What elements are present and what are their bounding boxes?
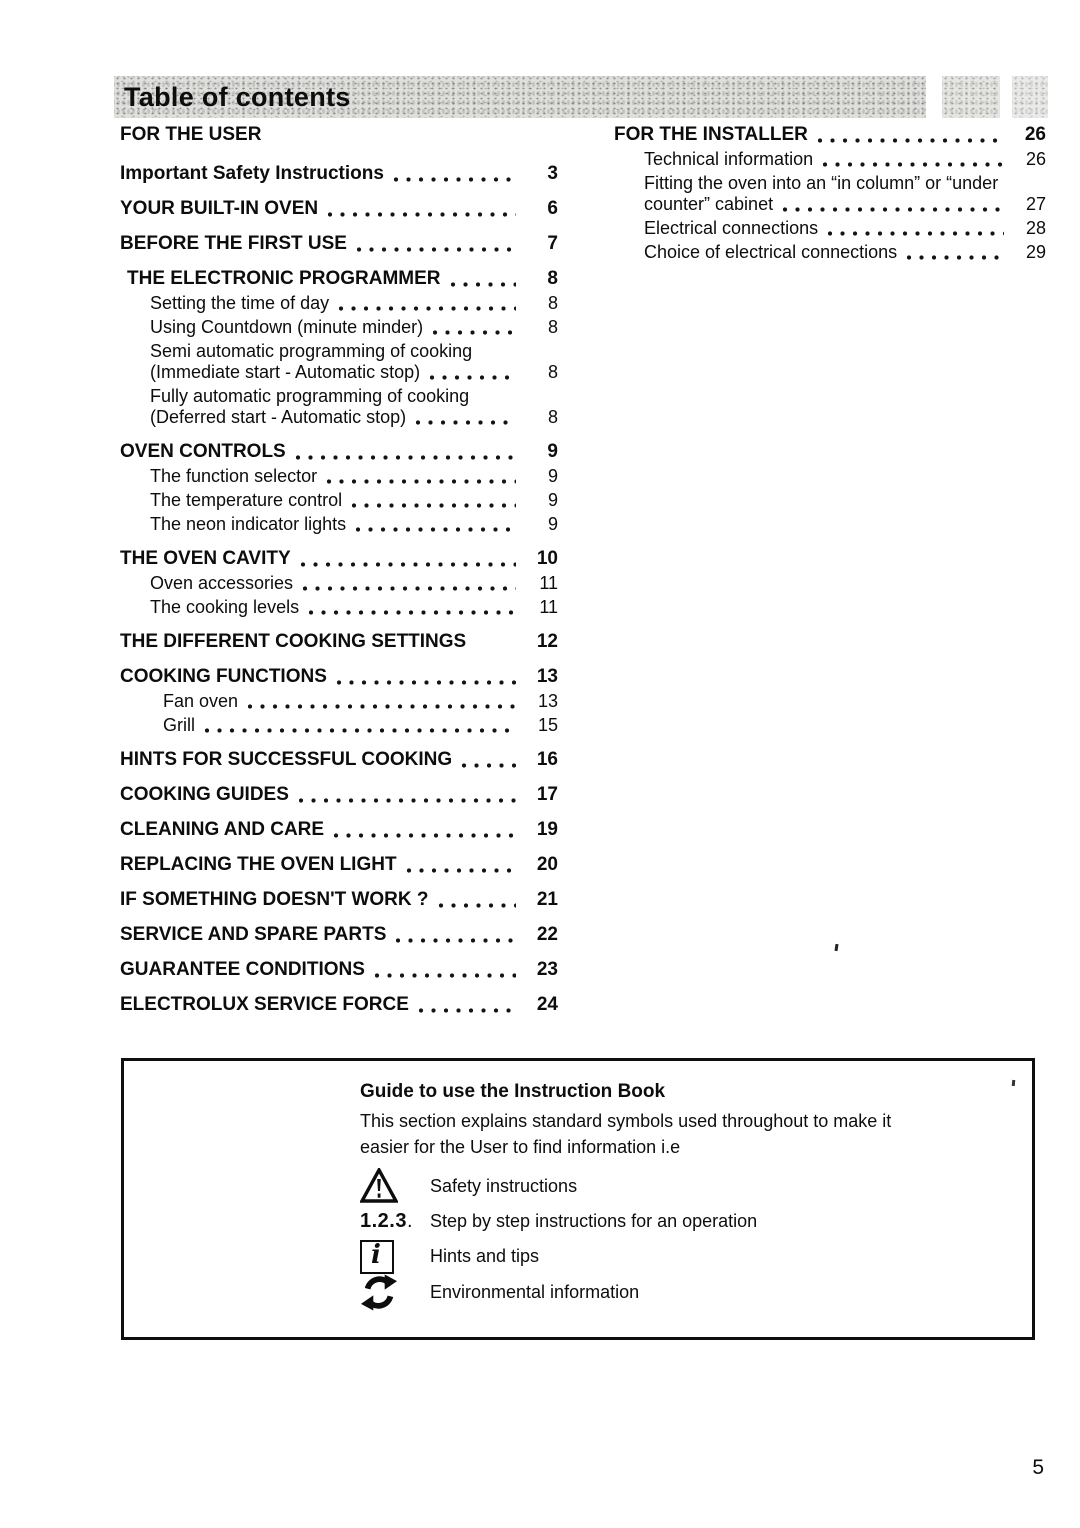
dot-leader: [352, 503, 516, 508]
guide-box: [121, 1058, 1035, 1340]
toc-entry: [120, 198, 558, 220]
toc-entry: [120, 441, 558, 463]
toc-entry-label: Fan oven: [163, 691, 239, 711]
toc-column-left: [120, 124, 558, 1016]
dot-leader: [396, 938, 516, 943]
toc-entry-label: counter” cabinet: [644, 194, 774, 214]
toc-entry: [120, 715, 558, 736]
toc-entry-page: 11: [539, 597, 558, 617]
toc-entry-page: 9: [547, 490, 558, 510]
toc-entry: [120, 163, 558, 185]
toc-entry-page: 9: [547, 466, 558, 486]
dot-leader: [309, 610, 516, 615]
dot-leader: [828, 231, 1004, 236]
dot-leader: [248, 704, 516, 709]
step-numbers: 1.2.3.: [360, 1210, 413, 1232]
dot-leader: [394, 177, 516, 182]
toc-entry: [120, 959, 558, 981]
guide-symbol-row: [360, 1239, 1020, 1274]
dot-leader: [907, 255, 1004, 260]
toc-entry: [150, 362, 558, 383]
toc-entry: [120, 573, 558, 594]
toc-entry-page: 23: [536, 959, 558, 980]
dot-leader: [334, 833, 516, 838]
toc-entry-page: 16: [536, 749, 558, 770]
dot-leader: [462, 763, 516, 768]
guide-title: Guide to use the Instruction Book: [360, 1081, 666, 1102]
title-band: [114, 76, 1048, 118]
dot-leader: [416, 420, 516, 425]
dot-leader: [205, 728, 516, 733]
title-band-main: [114, 76, 926, 118]
toc-entry: [120, 341, 558, 383]
toc-entry-label: SERVICE AND SPARE PARTS: [120, 924, 387, 945]
toc-entry: [120, 691, 558, 712]
dot-leader: [476, 645, 516, 650]
toc-entry-page: 20: [536, 854, 558, 875]
toc-entry-label: COOKING FUNCTIONS: [120, 666, 327, 687]
toc-entry-page: 11: [539, 573, 558, 593]
toc-entry-label: BEFORE THE FIRST USE: [120, 233, 347, 254]
toc-entry-label: FOR THE USER: [120, 124, 262, 145]
toc-entry: [614, 149, 1046, 170]
toc-entry-page: 13: [536, 666, 558, 687]
toc-column-right: [614, 124, 1046, 1016]
toc-entry: [120, 233, 558, 255]
toc-entry-page: 15: [537, 715, 558, 735]
page-number: 5: [1032, 1456, 1044, 1479]
toc-entry-label: Electrical connections: [644, 218, 819, 238]
dot-leader: [451, 282, 517, 287]
toc-entry: [120, 317, 558, 338]
dot-leader: [303, 586, 516, 591]
toc-entry: [120, 268, 558, 290]
guide-body-line: easier for the User to find information i.e: [360, 1137, 681, 1157]
dot-leader: [299, 798, 516, 803]
dot-leader: [823, 162, 1004, 167]
toc-entry-label: IF SOMETHING DOESN'T WORK ?: [120, 889, 429, 910]
toc-entry: [120, 889, 558, 911]
toc-entry-label: HINTS FOR SUCCESSFUL COOKING: [120, 749, 453, 770]
toc-entry: [120, 819, 558, 841]
toc-entry-label: Technical information: [644, 149, 814, 169]
guide-symbol-row: [360, 1168, 1020, 1204]
toc-entry: [120, 293, 558, 314]
toc-entry-page: 10: [536, 548, 558, 569]
toc-entry-label: Using Countdown (minute minder): [150, 317, 424, 337]
toc-entry: [614, 218, 1046, 239]
dot-leader: [433, 330, 516, 335]
toc-entry-label: Grill: [163, 715, 195, 735]
toc-entry-label: THE OVEN CAVITY: [120, 548, 291, 569]
dot-leader: [327, 479, 516, 484]
toc-entry: [644, 194, 1046, 215]
toc-entry: [120, 466, 558, 487]
toc-entry: [120, 548, 558, 570]
toc-entry-label: ELECTROLUX SERVICE FORCE: [120, 994, 409, 1015]
guide-symbol-row: [360, 1204, 1020, 1239]
toc-entry: [120, 784, 558, 806]
scan-artifact: [1012, 1080, 1016, 1086]
toc-entry-label: CLEANING AND CARE: [120, 819, 325, 840]
symbol-label: Hints and tips: [430, 1246, 540, 1266]
toc-entry: [120, 854, 558, 876]
toc-entry-label: The function selector: [150, 466, 318, 486]
dot-leader: [375, 973, 516, 978]
toc-entry-page: 27: [1025, 194, 1046, 214]
toc-entry-label: Oven accessories: [150, 573, 294, 593]
toc-entry: [614, 242, 1046, 263]
symbol-label: Environmental information: [430, 1282, 640, 1302]
toc-entry-label: GUARANTEE CONDITIONS: [120, 959, 365, 980]
toc-entry: [120, 631, 558, 653]
dot-leader: [301, 562, 516, 567]
recycle-icon: [360, 1274, 430, 1311]
toc-entry-page: 8: [547, 407, 558, 427]
info-icon: i: [360, 1240, 430, 1274]
symbol-label: Step by step instructions for an operation: [430, 1211, 758, 1231]
toc-entry: [150, 407, 558, 428]
toc-entry-page: 28: [1025, 218, 1046, 238]
dot-leader: [296, 455, 516, 460]
title-band-fragment: [942, 76, 1000, 118]
title-band-fragment: [1012, 76, 1048, 118]
toc-entry-label: The temperature control: [150, 490, 343, 510]
dot-leader: [419, 1008, 516, 1013]
dot-leader: [407, 868, 516, 873]
symbol-label: Safety instructions: [430, 1175, 578, 1196]
toc-entry-label: OVEN CONTROLS: [120, 441, 286, 462]
toc-entry-page: 17: [536, 784, 558, 805]
toc-entry-page: 7: [547, 233, 558, 254]
toc-entry-page: 6: [547, 198, 558, 219]
dot-leader: [783, 207, 1004, 212]
toc-entry-label: (Immediate start - Automatic stop): [150, 362, 421, 382]
dot-leader: [439, 903, 516, 908]
toc-entry-page: 29: [1025, 242, 1046, 262]
toc-entry-page: 26: [1025, 149, 1046, 169]
toc-entry-label: The neon indicator lights: [150, 514, 347, 534]
toc-entry-page: 19: [536, 819, 558, 840]
toc-entry-page: 26: [1024, 124, 1046, 145]
toc-entry-label: COOKING GUIDES: [120, 784, 289, 805]
toc-entry-label: Important Safety Instructions: [120, 163, 384, 184]
toc-entry-page: 8: [547, 293, 558, 313]
dot-leader: [339, 306, 516, 311]
toc-entry: [120, 490, 558, 511]
toc-entry-label: The cooking levels: [150, 597, 300, 617]
toc-entry: [120, 994, 558, 1016]
toc-columns: [120, 124, 1046, 1016]
page-title: Table of contents: [124, 81, 351, 112]
toc-entry-label: Fitting the oven into an “in column” or “under: [644, 173, 999, 193]
dot-leader: [430, 375, 516, 380]
toc-entry: [120, 924, 558, 946]
toc-entry-page: 13: [537, 691, 558, 711]
toc-entry: [120, 124, 558, 146]
toc-entry-label: THE DIFFERENT COOKING SETTINGS: [120, 631, 467, 652]
toc-entry-label: Fully automatic programming of cooking: [150, 386, 470, 406]
toc-entry: [120, 666, 558, 688]
toc-entry-page: 8: [547, 268, 558, 289]
guide-body-line: This section explains standard symbols used throughout to make it: [360, 1111, 892, 1131]
toc-entry: [120, 597, 558, 618]
toc-entry-page: 9: [547, 514, 558, 534]
toc-entry-label: THE ELECTRONIC PROGRAMMER: [127, 268, 441, 289]
toc-entry-page: 21: [536, 889, 558, 910]
toc-entry-page: 12: [536, 631, 558, 652]
guide-symbol-list: [360, 1168, 1020, 1311]
toc-entry-label: REPLACING THE OVEN LIGHT: [120, 854, 397, 875]
toc-entry-page: 9: [547, 441, 558, 462]
toc-entry: [120, 386, 558, 428]
toc-entry-label: YOUR BUILT-IN OVEN: [120, 198, 319, 219]
toc-entry-label: FOR THE INSTALLER: [614, 124, 808, 145]
dot-leader: [337, 680, 516, 685]
toc-entry: [614, 173, 1046, 215]
toc-entry-label: Choice of electrical connections: [644, 242, 898, 262]
warning-triangle-icon: [360, 1168, 430, 1204]
dot-leader: [818, 138, 1004, 143]
dot-leader: [356, 527, 516, 532]
toc-entry-label: Setting the time of day: [150, 293, 330, 313]
toc-entry-label: (Deferred start - Automatic stop): [150, 407, 407, 427]
toc-entry-page: 8: [547, 317, 558, 337]
toc-entry-label: Semi automatic programming of cooking: [150, 341, 473, 361]
toc-entry-page: 3: [547, 163, 558, 184]
toc-entry-page: 24: [536, 994, 558, 1015]
toc-entry: [120, 749, 558, 771]
toc-entry-page: 8: [547, 362, 558, 382]
toc-entry: [614, 124, 1046, 146]
toc-entry-page: 22: [536, 924, 558, 945]
guide-symbol-row: [360, 1274, 1020, 1311]
dot-leader: [328, 212, 516, 217]
toc-entry: [120, 514, 558, 535]
dot-leader: [357, 247, 516, 252]
